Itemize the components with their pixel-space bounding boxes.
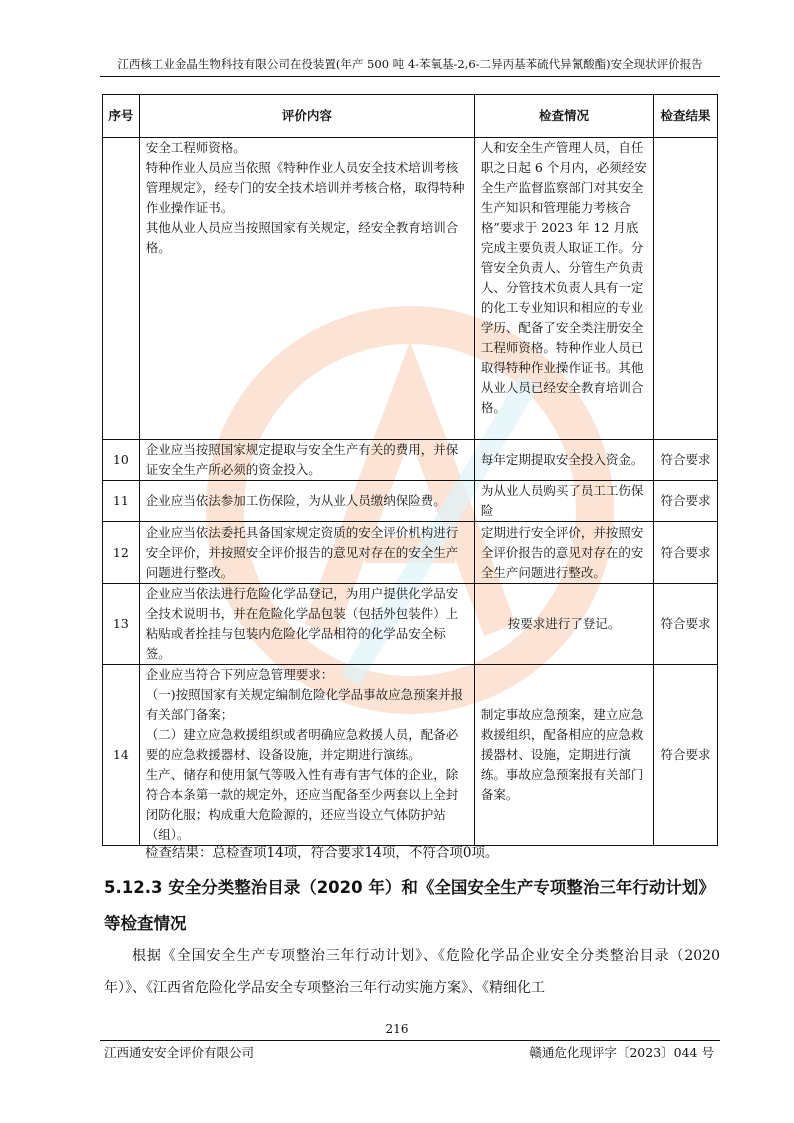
- check-summary: 检查结果：总检查项14项，符合要求14项，不符合项0项。: [145, 845, 499, 861]
- row-content: [139, 138, 474, 440]
- row-check: 定期进行安全评价，并按照安全评价报告的意见对存在的安全生产问题进行整改。: [474, 522, 653, 584]
- content-paragraph: 特种作业人员应当依照《特种作业人员安全技术培训考核管理规定》，经专门的安全技术培训并考核合格，取得特种作业操作证书。: [145, 160, 465, 215]
- row-no: 12: [103, 522, 140, 584]
- content-paragraph: 生产、储存和使用氯气等吸入性有毒有害气体的企业，除符合本条第一款的规定外，还应当配备至少两套以上全封闭防化服；构成重大危险源的，还应当设立气体防护站（组）。: [145, 767, 459, 842]
- table-row: [103, 665, 718, 846]
- row-no: [103, 138, 140, 440]
- header-rule: [100, 76, 720, 77]
- row-content: [139, 440, 474, 481]
- row-content: [139, 584, 474, 665]
- table-row: [103, 522, 718, 584]
- row-check: 每年定期提取安全投入资金。: [474, 440, 653, 481]
- row-result: 符合要求: [654, 481, 718, 522]
- content-paragraph: 企业应当依法委托具备国家规定资质的安全评价机构进行安全评价，并按照安全评价报告的意见对存在的安全生产问题进行整改。: [145, 524, 459, 580]
- row-check: 人和安全生产管理人员，自任职之日起 6 个月内，必须经安全生产监督监察部门对其安全生产知识和管理能力考核合格”要求于 2023 年 12 月底完成主要负责人取证工作。分管安全负责人、分管生产负责人、分管技术负责人具有一定的化工专业知识和相应的专业学历、配备了安全类注册安全工程师资格。特种作业人员已取得特种作业操作证书。其他从业人员已经安全教育培训合格。: [474, 138, 653, 440]
- row-content: [139, 665, 474, 846]
- row-result: 符合要求: [654, 522, 718, 584]
- header-content: 评价内容: [139, 95, 474, 138]
- content-paragraph: （一)按照国家有关规定编制危险化学品事故应急预案并报有关部门备案；: [145, 687, 464, 722]
- content-paragraph: 企业应当依法参加工伤保险，为从业人员缴纳保险费。: [145, 493, 446, 508]
- content-paragraph: 企业应当按照国家规定提取与安全生产有关的费用，并保证安全生产所必须的资金投入。: [145, 442, 459, 477]
- row-result: 符合要求: [654, 440, 718, 481]
- table-row: [103, 138, 718, 440]
- row-content: [139, 481, 474, 522]
- row-check: 按要求进行了登记。: [474, 584, 653, 665]
- content-paragraph: （二）建立应急救援组织或者明确应急救援人员，配备必要的应急救援器材、设备设施，并定期进行演练。: [145, 727, 459, 762]
- row-check: 为从业人员购买了员工工伤保险: [474, 481, 653, 522]
- row-result: [654, 138, 718, 440]
- footer-doc-number: 赣通危化现评字〔2023〕044 号: [529, 1045, 714, 1060]
- content-paragraph: 其他从业人员应当按照国家有关规定，经安全教育培训合格。: [145, 220, 459, 255]
- page-number: 216: [385, 1022, 409, 1036]
- row-result: 符合要求: [654, 584, 718, 665]
- row-result: 符合要求: [654, 665, 718, 846]
- header-result: 检查结果: [654, 95, 718, 138]
- page-header: 江西核工业金晶生物科技有限公司在役装置(年产 500 吨 4-苯氧基-2,6-二异丙基苯硫代异氰酸酯)安全现状评价报告: [117, 57, 703, 71]
- footer-rule: [100, 1040, 720, 1041]
- row-check: 制定事故应急预案，建立应急救援组织，配备相应的应急救援器材、设施，定期进行演练。事故应急预案报有关部门备案。: [474, 665, 653, 846]
- footer-company: 江西通安安全评价有限公司: [104, 1045, 255, 1060]
- section-heading: 5.12.3 安全分类整治目录（2020 年）和《全国安全生产专项整治三年行动计划》等检查情况: [104, 878, 715, 933]
- table-row: [103, 481, 718, 522]
- header-check: 检查情况: [474, 95, 653, 138]
- row-no: 14: [103, 665, 140, 846]
- row-no: 11: [103, 481, 140, 522]
- content-paragraph: 企业应当符合下列应急管理要求：: [145, 667, 334, 682]
- evaluation-table: [102, 94, 718, 846]
- row-no: 10: [103, 440, 140, 481]
- section-body: 根据《全国安全生产专项整治三年行动计划》、《危险化学品企业安全分类整治目录（2020年）》、《江西省危险化学品安全专项整治三年行动实施方案》、《精细化工: [104, 948, 720, 996]
- content-paragraph: 安全工程师资格。: [145, 140, 246, 155]
- table-row: [103, 440, 718, 481]
- content-paragraph: 企业应当依法进行危险化学品登记，为用户提供化学品安全技术说明书，并在危险化学品包装（包括外包装件）上粘贴或者拴挂与包装内危险化学品相符的化学品安全标签。: [145, 586, 459, 661]
- row-no: 13: [103, 584, 140, 665]
- table-header-row: [103, 95, 718, 138]
- header-no: 序号: [103, 95, 140, 138]
- table-row: [103, 584, 718, 665]
- row-content: [139, 522, 474, 584]
